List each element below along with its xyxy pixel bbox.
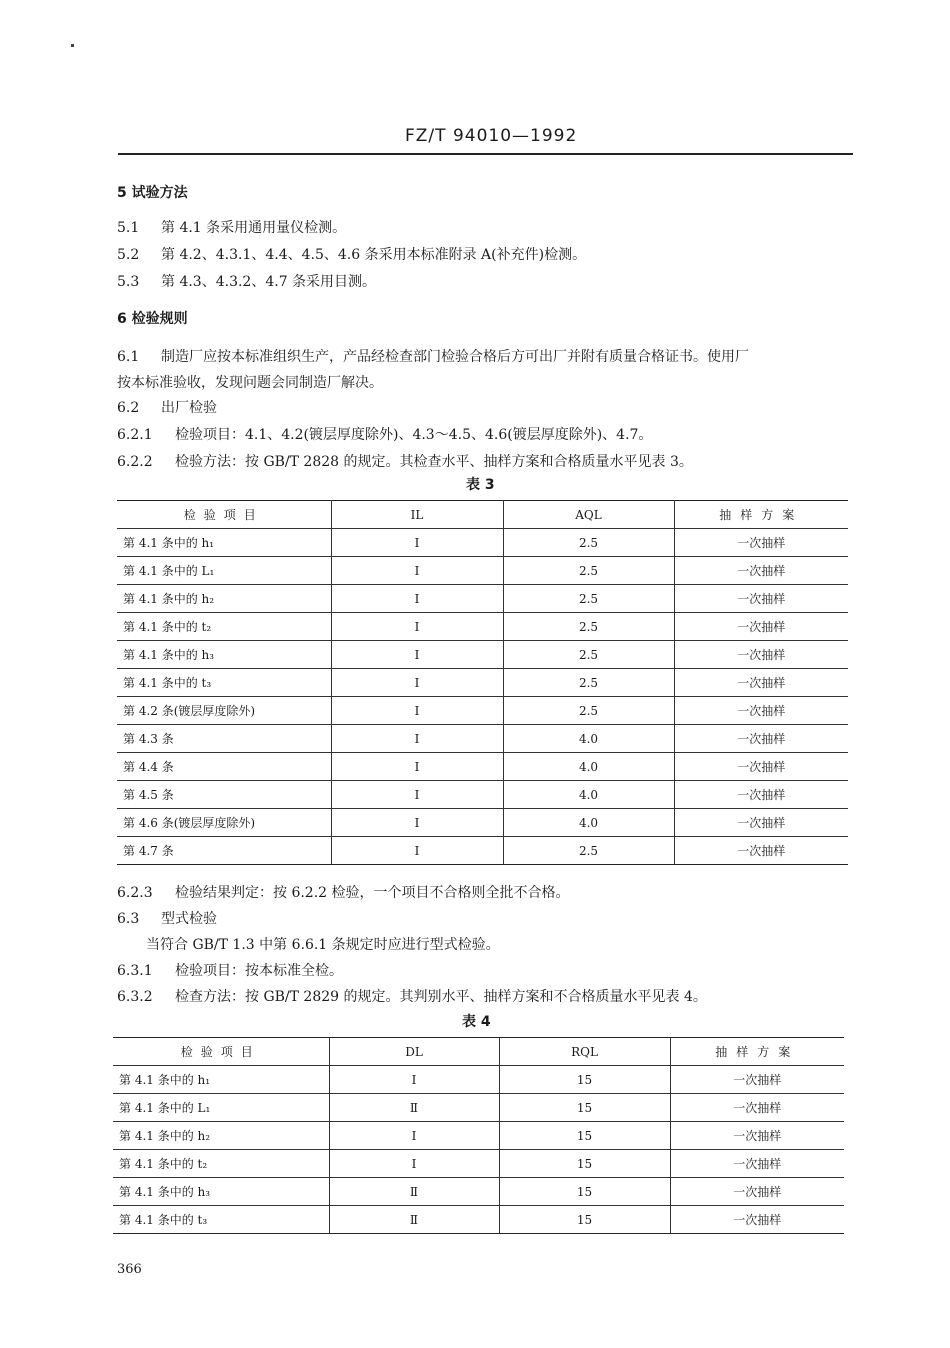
clause-5-3 — [117, 271, 376, 291]
clause-text: 第 4.1 条采用通用量仪检测。 — [161, 220, 347, 236]
clause-text: 检验方法：按 GB/T 2828 的规定。其检查水平、抽样方案和合格质量水平见表 3。 — [175, 454, 693, 470]
clause-number: 6.1 — [117, 349, 140, 365]
table-row — [113, 1122, 844, 1150]
plan-cell: 一次抽样 — [674, 809, 848, 837]
clause-5-1 — [117, 217, 346, 237]
il-cell: I — [331, 725, 503, 753]
aql-cell: 2.5 — [503, 641, 674, 669]
il-cell: I — [331, 641, 503, 669]
item-cell: 第 4.5 条 — [117, 781, 331, 809]
il-cell: I — [331, 669, 503, 697]
item-cell: 第 4.7 条 — [117, 837, 331, 865]
table-4 — [113, 1037, 844, 1234]
rql-cell: 15 — [499, 1178, 670, 1206]
dl-cell: Ⅱ — [329, 1206, 499, 1234]
standard-code: FZ/T 94010—1992 — [405, 126, 578, 146]
aql-cell: 2.5 — [503, 529, 674, 557]
aql-cell: 2.5 — [503, 697, 674, 725]
item-cell: 第 4.1 条中的 h₂ — [117, 585, 331, 613]
header-il: IL — [331, 501, 503, 529]
clause-6-1-cont: 按本标准验收，发现问题会同制造厂解决。 — [117, 375, 383, 391]
header-plan: 抽样方案 — [674, 501, 848, 529]
item-cell: 第 4.1 条中的 L₁ — [117, 557, 331, 585]
aql-cell: 2.5 — [503, 585, 674, 613]
item-cell: 第 4.3 条 — [117, 725, 331, 753]
table-row — [117, 809, 848, 837]
header-item: 检验项目 — [113, 1038, 329, 1066]
il-cell: I — [331, 613, 503, 641]
page-number: 366 — [117, 1262, 142, 1277]
table-row — [117, 529, 848, 557]
header-rule — [118, 153, 853, 155]
il-cell: I — [331, 753, 503, 781]
plan-cell: 一次抽样 — [670, 1066, 844, 1094]
clause-6-2 — [117, 397, 217, 417]
item-cell: 第 4.1 条中的 h₂ — [113, 1122, 329, 1150]
clause-6-2-3 — [117, 882, 570, 902]
dl-cell: Ⅱ — [329, 1178, 499, 1206]
clause-text: 制造厂应按本标准组织生产，产品经检查部门检验合格后方可出厂并附有质量合格证书。使用厂 — [161, 349, 749, 365]
dl-cell: Ⅱ — [329, 1094, 499, 1122]
table-4-caption: 表 4 — [462, 1014, 491, 1030]
plan-cell: 一次抽样 — [674, 585, 848, 613]
plan-cell: 一次抽样 — [674, 753, 848, 781]
clause-6-1 — [117, 346, 749, 366]
il-cell: I — [331, 837, 503, 865]
clause-6-2-1 — [117, 424, 652, 444]
table-row — [117, 585, 848, 613]
dl-cell: Ⅰ — [329, 1066, 499, 1094]
section-5-title: 5 试验方法 — [117, 185, 188, 201]
item-cell: 第 4.4 条 — [117, 753, 331, 781]
aql-cell: 2.5 — [503, 837, 674, 865]
il-cell: I — [331, 697, 503, 725]
clause-number: 5.3 — [117, 274, 140, 290]
aql-cell: 4.0 — [503, 753, 674, 781]
clause-number: 6.3 — [117, 911, 140, 927]
table-row — [117, 781, 848, 809]
plan-cell: 一次抽样 — [670, 1122, 844, 1150]
rql-cell: 15 — [499, 1094, 670, 1122]
table-row — [117, 753, 848, 781]
aql-cell: 2.5 — [503, 613, 674, 641]
clause-text: 型式检验 — [161, 911, 217, 927]
table-row — [117, 613, 848, 641]
clause-number: 5.1 — [117, 220, 140, 236]
table-row — [117, 557, 848, 585]
item-cell: 第 4.1 条中的 t₃ — [117, 669, 331, 697]
plan-cell: 一次抽样 — [674, 529, 848, 557]
plan-cell: 一次抽样 — [674, 641, 848, 669]
item-cell: 第 4.1 条中的 t₃ — [113, 1206, 329, 1234]
il-cell: I — [331, 585, 503, 613]
plan-cell: 一次抽样 — [674, 781, 848, 809]
aql-cell: 4.0 — [503, 781, 674, 809]
item-cell: 第 4.1 条中的 h₃ — [113, 1178, 329, 1206]
clause-number: 6.2 — [117, 400, 140, 416]
plan-cell: 一次抽样 — [674, 697, 848, 725]
clause-text: 出厂检验 — [161, 400, 217, 416]
table-header-row — [117, 501, 848, 529]
il-cell: I — [331, 557, 503, 585]
table-header-row — [113, 1038, 844, 1066]
table-3 — [117, 500, 848, 865]
clause-number: 6.2.3 — [117, 885, 153, 901]
clause-6-3-1 — [117, 960, 343, 980]
clause-number: 6.2.2 — [117, 454, 153, 470]
item-cell: 第 4.1 条中的 L₁ — [113, 1094, 329, 1122]
table-row — [113, 1178, 844, 1206]
clause-6-3-body: 当符合 GB/T 1.3 中第 6.6.1 条规定时应进行型式检验。 — [146, 937, 500, 953]
table-row — [117, 697, 848, 725]
scan-speck — [71, 44, 74, 47]
plan-cell: 一次抽样 — [674, 557, 848, 585]
table-row — [117, 669, 848, 697]
section-6-title: 6 检验规则 — [117, 311, 188, 327]
item-cell: 第 4.1 条中的 h₃ — [117, 641, 331, 669]
clause-6-3 — [117, 908, 217, 928]
item-cell: 第 4.2 条(镀层厚度除外) — [117, 697, 331, 725]
plan-cell: 一次抽样 — [674, 725, 848, 753]
plan-cell: 一次抽样 — [674, 613, 848, 641]
header-item: 检验项目 — [117, 501, 331, 529]
clause-number: 6.3.2 — [117, 989, 153, 1005]
clause-number: 5.2 — [117, 247, 140, 263]
item-cell: 第 4.6 条(镀层厚度除外) — [117, 809, 331, 837]
header-rql: RQL — [499, 1038, 670, 1066]
aql-cell: 2.5 — [503, 669, 674, 697]
table-row — [117, 725, 848, 753]
rql-cell: 15 — [499, 1150, 670, 1178]
table-row — [113, 1094, 844, 1122]
clause-number: 6.2.1 — [117, 427, 153, 443]
il-cell: I — [331, 529, 503, 557]
table-row — [117, 837, 848, 865]
rql-cell: 15 — [499, 1122, 670, 1150]
clause-text: 检查方法：按 GB/T 2829 的规定。其判别水平、抽样方案和不合格质量水平见表 4。 — [175, 989, 707, 1005]
plan-cell: 一次抽样 — [670, 1150, 844, 1178]
table-row — [113, 1150, 844, 1178]
item-cell: 第 4.1 条中的 t₂ — [117, 613, 331, 641]
rql-cell: 15 — [499, 1206, 670, 1234]
clause-text: 第 4.2、4.3.1、4.4、4.5、4.6 条采用本标准附录 A(补充件)检测。 — [161, 247, 587, 263]
header-dl: DL — [329, 1038, 499, 1066]
clause-text: 第 4.3、4.3.2、4.7 条采用目测。 — [161, 274, 377, 290]
item-cell: 第 4.1 条中的 t₂ — [113, 1150, 329, 1178]
aql-cell: 4.0 — [503, 809, 674, 837]
plan-cell: 一次抽样 — [670, 1206, 844, 1234]
plan-cell: 一次抽样 — [674, 837, 848, 865]
clause-text: 检验项目：按本标准全检。 — [175, 963, 343, 979]
il-cell: I — [331, 809, 503, 837]
header-aql: AQL — [503, 501, 674, 529]
dl-cell: Ⅰ — [329, 1150, 499, 1178]
dl-cell: Ⅰ — [329, 1122, 499, 1150]
clause-text: 检验结果判定：按 6.2.2 检验，一个项目不合格则全批不合格。 — [175, 885, 570, 901]
header-plan: 抽样方案 — [670, 1038, 844, 1066]
clause-6-2-2 — [117, 451, 693, 471]
plan-cell: 一次抽样 — [674, 669, 848, 697]
clause-number: 6.3.1 — [117, 963, 153, 979]
rql-cell: 15 — [499, 1066, 670, 1094]
plan-cell: 一次抽样 — [670, 1178, 844, 1206]
item-cell: 第 4.1 条中的 h₁ — [113, 1066, 329, 1094]
table-row — [113, 1066, 844, 1094]
aql-cell: 4.0 — [503, 725, 674, 753]
table-row — [113, 1206, 844, 1234]
table-3-caption: 表 3 — [466, 477, 495, 493]
clause-5-2 — [117, 244, 586, 264]
table-row — [117, 641, 848, 669]
aql-cell: 2.5 — [503, 557, 674, 585]
plan-cell: 一次抽样 — [670, 1094, 844, 1122]
clause-6-3-2 — [117, 986, 707, 1006]
item-cell: 第 4.1 条中的 h₁ — [117, 529, 331, 557]
clause-text: 检验项目：4.1、4.2(镀层厚度除外)、4.3～4.5、4.6(镀层厚度除外)、4.7。 — [175, 427, 653, 443]
il-cell: I — [331, 781, 503, 809]
